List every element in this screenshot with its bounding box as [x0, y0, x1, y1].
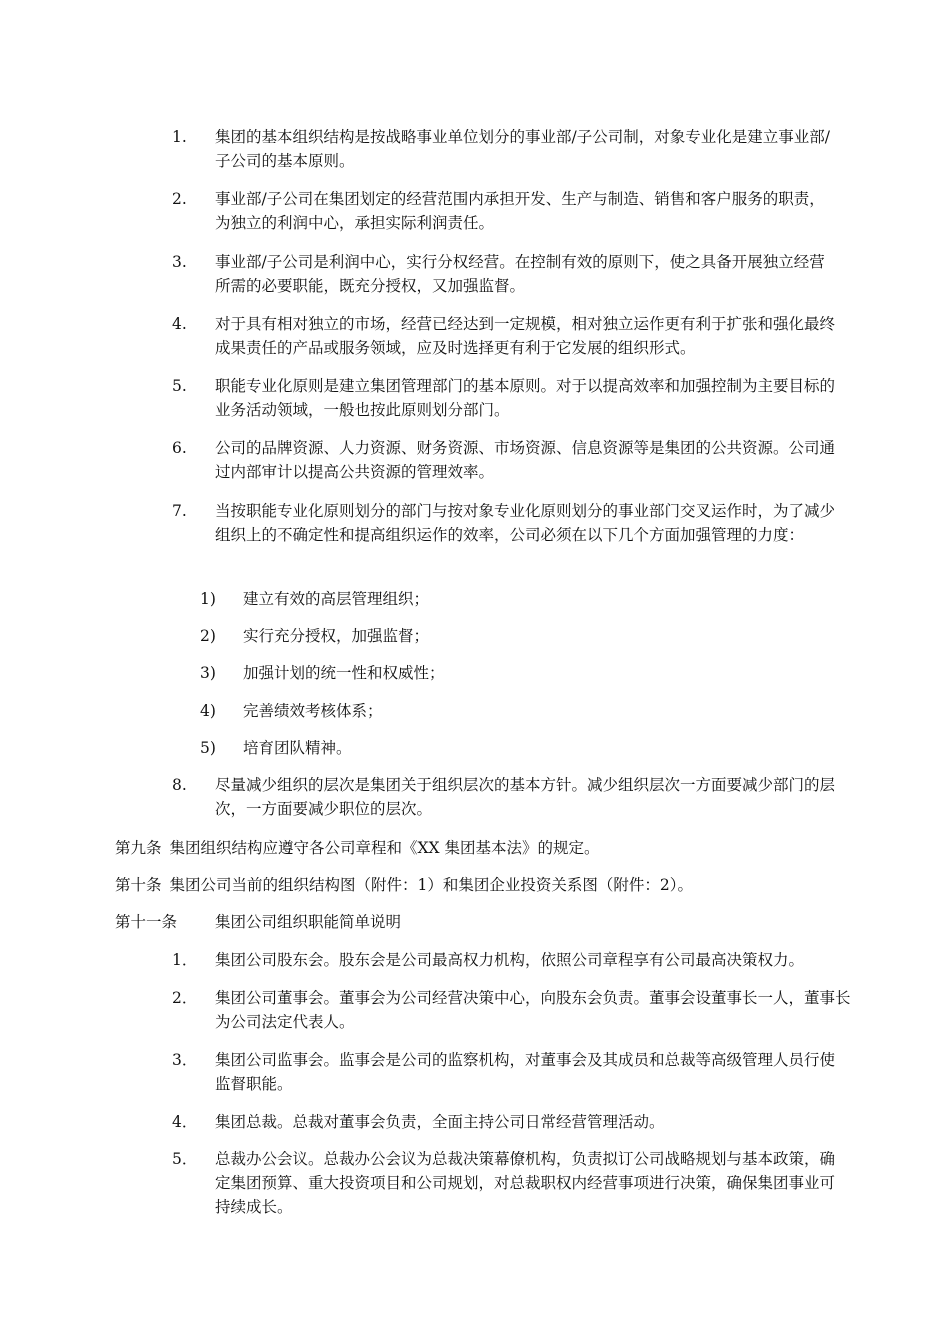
- sub-list-text: 建立有效的高层管理组织；: [243, 590, 430, 608]
- article-10: [115, 873, 693, 897]
- list-text: 集团总裁。总裁对董事会负责，全面主持公司日常经营管理活动。: [215, 1113, 665, 1131]
- list-number: 5．: [172, 1150, 198, 1168]
- list-text: 集团公司股东会。股东会是公司最高权力机构，依照公司章程享有公司最高决策权力。: [215, 951, 805, 969]
- sub-list-text: 完善绩效考核体系；: [243, 702, 383, 720]
- sub-list-number: 5): [200, 739, 216, 757]
- sub-list-number: 1): [200, 590, 216, 608]
- sub-list-text: 加强计划的统一性和权威性；: [243, 664, 445, 682]
- article-9: [115, 836, 600, 860]
- list-text: 对于具有相对独立的市场，经营已经达到一定规模，相对独立运作更有利于扩张和强化最终成果责任的产品或服务领域，应及时选择更有利于它发展的组织形式。: [215, 315, 836, 357]
- list-number: 1.: [172, 128, 187, 146]
- sub-list-number: 3): [200, 664, 216, 682]
- sub-list-number: 4): [200, 702, 216, 720]
- list-text: 事业部/子公司在集团划定的经营范围内承担开发、生产与制造、销售和客户服务的职责，为独立的利润中心，承担实际利润责任。: [215, 190, 825, 232]
- list-text: 当按职能专业化原则划分的部门与按对象专业化原则划分的事业部门交叉运作时，为了减少组织上的不确定性和提高组织运作的效率，公司必须在以下几个方面加强管理的力度：: [215, 502, 836, 544]
- list-number: 3．: [172, 1051, 198, 1069]
- article-text: 集团公司组织职能简单说明: [215, 913, 402, 931]
- article-heading: 第十一条: [115, 913, 178, 931]
- article-text: 集团组织结构应遵守各公司章程和《XX 集团基本法》的规定。: [169, 839, 600, 857]
- list-text: 集团的基本组织结构是按战略事业单位划分的事业部/子公司制，对象专业化是建立事业部/子公司的基本原则。: [215, 128, 830, 170]
- list-number: 2.: [172, 190, 187, 208]
- article-heading: 第九条: [115, 839, 162, 857]
- list-number: 5.: [172, 377, 187, 395]
- list-number: 6.: [172, 439, 187, 457]
- list-number: 2．: [172, 989, 198, 1007]
- list-number: 3.: [172, 253, 187, 271]
- sub-list-text: 实行充分授权，加强监督；: [243, 627, 430, 645]
- list-text: 尽量减少组织的层次是集团关于组织层次的基本方针。减少组织层次一方面要减少部门的层次，一方面要减少职位的层次。: [215, 776, 836, 818]
- list-number: 8.: [172, 776, 187, 794]
- sub-list-text: 培育团队精神。: [243, 739, 352, 757]
- list-text: 集团公司董事会。董事会为公司经营决策中心，向股东会负责。董事会设董事长一人，董事长为公司法定代表人。: [215, 989, 851, 1031]
- list-number: 4．: [172, 1113, 198, 1131]
- list-text: 集团公司监事会。监事会是公司的监察机构，对董事会及其成员和总裁等高级管理人员行使监督职能。: [215, 1051, 836, 1093]
- article-heading: 第十条: [115, 876, 162, 894]
- list-number: 1．: [172, 951, 198, 969]
- sub-list-number: 2): [200, 627, 216, 645]
- list-number: 4.: [172, 315, 187, 333]
- article-text: 集团公司当前的组织结构图（附件：1）和集团企业投资关系图（附件：2）。: [169, 876, 693, 894]
- list-text: 公司的品牌资源、人力资源、财务资源、市场资源、信息资源等是集团的公共资源。公司通过内部审计以提高公共资源的管理效率。: [215, 439, 836, 481]
- list-text: 职能专业化原则是建立集团管理部门的基本原则。对于以提高效率和加强控制为主要目标的业务活动领域，一般也按此原则划分部门。: [215, 377, 836, 419]
- list-number: 7.: [172, 502, 187, 520]
- list-text: 总裁办公会议。总裁办公会议为总裁决策幕僚机构，负责拟订公司战略规划与基本政策，确定集团预算、重大投资项目和公司规划，对总裁职权内经营事项进行决策，确保集团事业可持续成长。: [215, 1150, 836, 1216]
- article-11: [115, 910, 401, 934]
- list-text: 事业部/子公司是利润中心，实行分权经营。在控制有效的原则下，使之具备开展独立经营所需的必要职能，既充分授权，又加强监督。: [215, 253, 825, 295]
